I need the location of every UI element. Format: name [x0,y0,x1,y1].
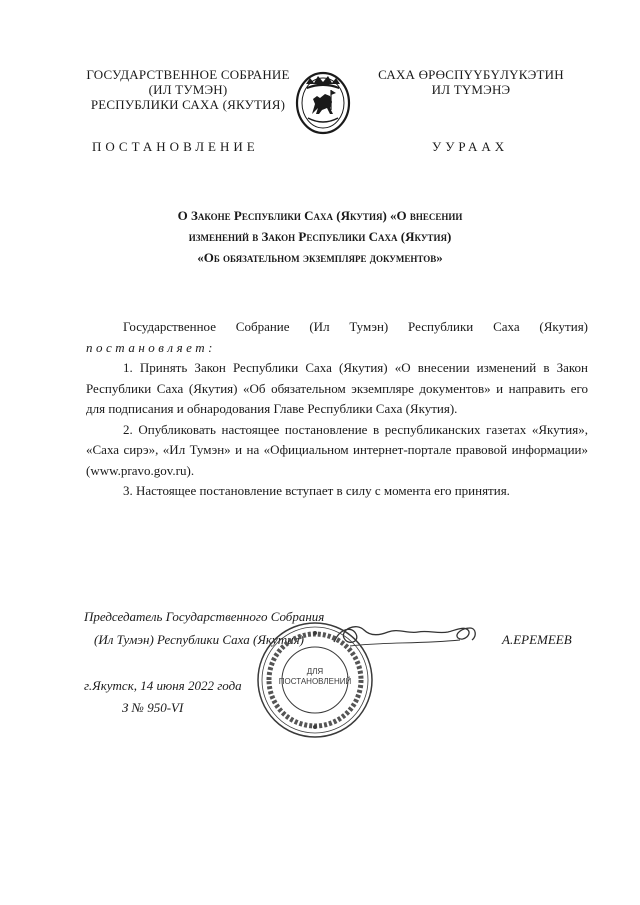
place-date: г.Якутск, 14 июня 2022 года [84,678,242,693]
doc-kind-sakha: УУРААХ [432,139,509,154]
document-body [86,317,588,502]
document-number: З № 950-VI [122,700,184,715]
body-intro-verb [86,338,588,359]
header-left-line1: ГОСУДАРСТВЕННОЕ СОБРАНИЕ [86,67,290,82]
title-line2: изменений в Закон Республики Саха (Якутия) [188,229,452,244]
title-line1: О Законе Республики Саха (Якутия) «О внесении [177,208,463,223]
header-left-line2: (ИЛ ТУМЭН) [148,82,228,97]
coat-of-arms-emblem [294,68,352,136]
body-intro: Государственное Собрание (Ил Тумэн) Республики Саха (Якутия) [123,319,588,334]
signatory-position-line2: (Ил Тумэн) Республики Саха (Якутия) [94,632,304,647]
header-left [82,67,294,112]
header-right-line2: ИЛ ТҮМЭНЭ [431,82,511,97]
body-item-1: 1. Принять Закон Республики Саха (Якутия) «О внесении изменений в Закон Республики Саха (Якутия) «Об обязательном экземпляре документов» и направить его для подписания и обнародования Главе Республики Саха (Якутия). [86,360,588,416]
body-item-3: 3. Настоящее постановление вступает в силу с момента его принятия. [123,483,510,498]
document-title [0,205,640,268]
signatory-position-line1: Председатель Государственного Собрания [84,609,325,624]
official-stamp [255,620,375,745]
body-item-2: 2. Опубликовать настоящее постановление в республиканских газетах «Якутия», «Саха сирэ», «Ил Тумэн» и на «Официальном интернет-портале правовой информации» (www.pravo.gov.ru). [86,421,588,478]
signatory-name: А.ЕРЕМЕЕВ [502,632,572,647]
header-left-line3: РЕСПУБЛИКИ САХА (ЯКУТИЯ) [90,97,286,112]
stamp-center-line2: ПОСТАНОВЛЕНИЙ [278,677,352,686]
header-right-line1: САХА ӨРӨСПҮҮБҮЛҮКЭТИН [378,67,564,82]
title-line3: «Об обязательном экземпляре документов» [197,250,443,265]
header-right [364,67,578,97]
intro-verb: постановляет: [86,339,216,355]
stamp-center-text [255,667,375,687]
stamp-center-line1: ДЛЯ [306,667,324,676]
doc-kind-ru: ПОСТАНОВЛЕНИЕ [92,139,259,154]
